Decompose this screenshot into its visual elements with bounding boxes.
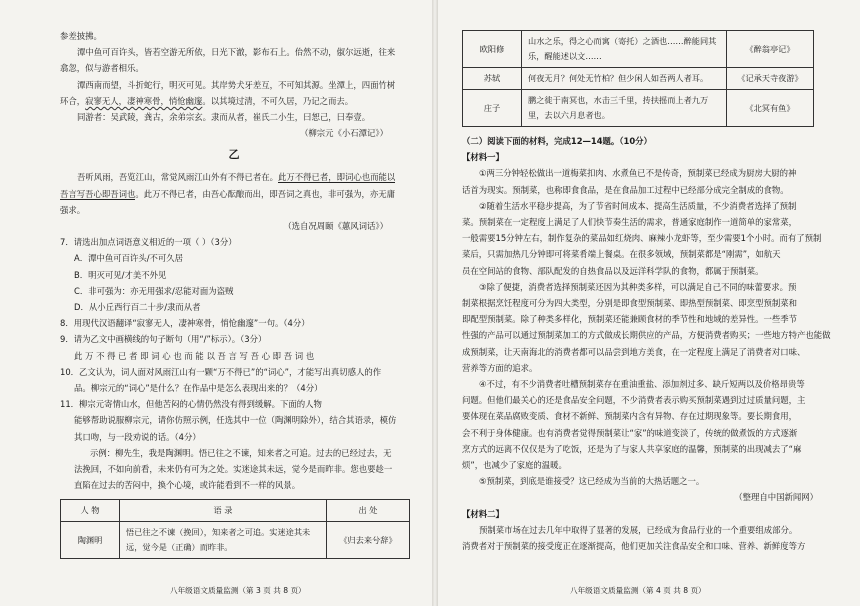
text-span: 。以其境过清，不可久居，乃记之而去。 <box>202 95 354 106</box>
underlined-sentence: 此万不得已者，即词心也而能以 <box>278 172 396 183</box>
m1-p5: ⑤预制菜，到底是谁接受？这已经成为当前的大热话题之一。 <box>479 476 705 487</box>
jia-para-2-line-2 <box>60 93 408 109</box>
section-heading: （二）阅读下面的材料，完成12—14题。（10分） <box>462 136 652 146</box>
m1-p2-line-5: 员在空间站的食物、部队配发的自热食品以及远洋科学队的食物，都属于预制菜。 <box>462 265 764 276</box>
cell-person: 苏轼 <box>463 68 522 90</box>
m1-p1-line-2: 话首为现实。预制菜，也称即食食品，是在食品加工过程中已经部分成完全制成的食物。 <box>462 184 789 195</box>
jia-source: （柳宗元《小石潭记》） <box>300 128 388 139</box>
header-source: 出 处 <box>327 500 410 522</box>
page-fold <box>432 0 438 606</box>
text-span: 环合， <box>60 95 86 106</box>
page-footer: 八年级语文质量监测（第 4 页 共 8 页） <box>570 586 706 595</box>
question-10-line-2: 品。柳宗元的“词心”是什么？在作品中是怎么表现出来的？（4分） <box>74 383 323 394</box>
example-line-1: 示例：柳先生，我是陶渊明。悟已往之不谏，知来者之可追。过去的已经过去，无 <box>90 447 392 458</box>
q9-sentence: 此 万 不 得 已 者 即 词 心 也 而 能 以 吾 言 写 吾 心 即 吾 词 也 <box>74 350 315 361</box>
m1-p4-line-1: ④不过，有不少消费者吐槽预制菜存在重油重盐、添加剂过多、缺斤短两以及价格昂贵等 <box>479 379 805 390</box>
question-11-line-3: 其口吻，与一段劝说的话。（4分） <box>74 431 201 442</box>
m1-p2-line-1: ②随着生活水平稳步提高，为了节省时间成本、提高生活质量，不少消费者选择了预制 <box>479 200 797 211</box>
question-11-line-1: 11．柳宗元寄情山水，但他苦闷的心情仍然没有得到缓解。下面的人物 <box>60 399 322 410</box>
underlined-phrase: 寂寥无人，凄神寒骨，悄怆幽邃 <box>85 95 203 106</box>
m1-p2-line-3: 一般需要15分钟左右，制作复杂的菜品如红烧肉、麻辣小龙虾等，至少需要1个小时。而有了预制 <box>462 233 822 244</box>
yi-line-3: 强求。 <box>60 204 86 215</box>
q7-option-b: B．明灭可见/才美不外见 <box>74 269 167 280</box>
jia-para-2-line-1: 潭西南而望，斗折蛇行，明灭可见。其岸势犬牙差互，不可知其源。坐潭上，四面竹树 <box>77 79 396 90</box>
question-8: 8．用现代汉语翻译“寂寥无人，凄神寒骨，悄怆幽邃”一句。（4分） <box>60 318 310 329</box>
jia-para-1-line-2: 翕忽，似与游者相乐。 <box>60 63 144 74</box>
question-9: 9．请为乙文中画横线的句子断句（用“/”标示）。（3分） <box>60 334 267 345</box>
m1-p4-line-5: 烹方式的远离不仅仅是为了吃饭，还是为了与家人共享家庭的温馨，预制菜的出现减去了“麻 <box>462 443 802 454</box>
header-quote: 语 录 <box>120 500 327 522</box>
table-header-row <box>61 500 410 522</box>
text-span: 。此万不得已者，由吾心酝酿而出，即吾词之真也，非可强为，亦无庸 <box>135 188 395 199</box>
header-person: 人 物 <box>61 500 120 522</box>
table-row <box>61 522 410 559</box>
yi-line-1 <box>60 169 408 185</box>
cell-quote: 山水之乐，得之心而寓（寄托）之酒也……醉能同其乐，醒能述以文…… <box>522 31 727 68</box>
page-footer: 八年级语文质量监测（第 3 页 共 8 页） <box>170 586 306 595</box>
yi-source: （选自况周颐《蕙风词话》） <box>283 221 388 232</box>
q7-option-d: D．从小丘西行百二十步/隶而从者 <box>74 302 201 313</box>
example-line-3: 直陷在过去的苦闷中，换个心境，或许能看到不一样的风景。 <box>74 480 301 491</box>
cell-person: 欧阳修 <box>463 31 522 68</box>
m1-p1-line-1: ①两三分钟轻松做出一道梅菜扣肉、水煮鱼已不是传奇，预制菜已经成为厨房大厨的神 <box>479 168 797 179</box>
cell-quote: 悟已往之不谏（挽回），知来者之可追。实迷途其未远，觉今是（正确）而昨非。 <box>120 522 327 559</box>
cell-person: 庄子 <box>463 90 522 127</box>
material-1-title: 【材料一】 <box>462 152 504 163</box>
table-row <box>463 68 814 90</box>
cell-source: 《北冥有鱼》 <box>727 90 814 127</box>
cell-quote: 鹏之徙于南冥也，水击三千里，抟扶摇而上者九万里，去以六月息者也。 <box>522 90 727 127</box>
yi-title: 乙 <box>228 148 240 162</box>
quote-table <box>60 499 410 559</box>
m1-p4-line-6: 烦”，也减少了家庭的温暖。 <box>462 460 567 471</box>
yi-line-2 <box>60 186 408 202</box>
m1-p3-line-5: 成预制菜，让天南海北的消费者都可以品尝到地方美食，在一定程度上满足了消费者对口味、 <box>462 346 806 357</box>
cell-source: 《归去来兮辞》 <box>327 522 410 559</box>
jia-para-1-line-1: 潭中鱼可百许头，皆若空游无所依，日光下澈，影布石上。佁然不动，俶尔远逝，往来 <box>77 47 396 58</box>
q7-option-a: A．潭中鱼可百许头/不可久居 <box>74 253 184 264</box>
m2-p1-line-1: 预制菜市场在过去几年中取得了显著的发展，已经成为食品行业的一个重要组成部分。 <box>479 524 798 535</box>
example-line-2: 法挽回，不如向前看，未来仍有可为之处。实迷途其未远，觉今是而昨非。您也要趁一 <box>74 464 393 475</box>
m1-p4-line-3: 要体现在菜品腐败变质、食材不新鲜、预制菜内含有异物、存在过期现象等。要长期食用， <box>462 411 797 422</box>
m1-p3-line-3: 即配型预制菜。除了种类多样化，预制菜还能兼顾食材的季节性和地域的差异性。一些季节 <box>462 314 797 325</box>
intro-line: 参差披拂。 <box>60 31 102 41</box>
m1-p2-line-2: 菜。预制菜在一定程度上满足了人们快节奏生活的需求，普通家庭制作一道简单的家常菜， <box>462 217 797 228</box>
table-row <box>463 31 814 68</box>
m1-p3-line-1: ③除了便捷，消费者选择预制菜还因为其种类多样，可以满足自己不同的味蕾要求。预 <box>479 281 797 292</box>
table-row <box>463 90 814 127</box>
material-2-title: 【材料二】 <box>462 508 504 519</box>
q7-option-c: C．非可强为：亦无用强求/忍能对面为盗贼 <box>74 285 234 296</box>
m1-source: （整理自中国新闻网） <box>734 492 818 503</box>
cell-source: 《醉翁亭记》 <box>727 31 814 68</box>
m1-p3-line-2: 制菜根据烹饪程度可分为四大类型，分别是即食型预制菜、即热型预制菜、即烹型预制菜和 <box>462 298 797 309</box>
question-7: 7．请选出加点词语意义相近的一项（ ）（3分） <box>60 237 237 248</box>
question-10-line-1: 10．乙文认为，词人面对风雨江山有一颗“万不得已”的“词心”，才能写出真切感人的作 <box>60 366 382 377</box>
quote-table-continued <box>462 30 814 127</box>
page-4 <box>440 0 860 606</box>
m1-p4-line-4: 会不利于身体健康。也有消费者觉得预制菜让“家”的味道变淡了，传统的做煮饭的方式逐渐 <box>462 427 798 438</box>
text-span: 吾听风雨，吾览江山，常觉风雨江山外有不得已者在。 <box>77 172 278 183</box>
m1-p2-line-4: 菜后，只需加热几分钟即可将菜肴端上餐桌。在很多领域，预制菜都是“刚需”，如航天 <box>462 249 781 260</box>
question-11-line-2: 能够帮助说服柳宗元，请你仿照示例，任选其中一位（陶渊明除外），结合其语录，模仿 <box>74 415 397 426</box>
underlined-sentence: 吾言写吾心即吾词也 <box>60 188 136 199</box>
m1-p3-line-4: 性强的产品可以通过预制菜加工的方式做成长期供应的产品，方便消费者购买；一些地方特产也能做 <box>462 330 831 341</box>
jia-para-3: 同游者：吴武陵，龚古，余弟宗玄。隶而从者，崔氏二小生，曰恕己，曰奉壹。 <box>77 112 371 123</box>
m1-p4-line-2: 问题。但他们最关心的还是食品安全问题，不少消费者表示购买预制菜遇到过过质量问题，主 <box>462 395 806 406</box>
m1-p3-line-6: 营养等方面的追求。 <box>462 362 538 373</box>
m2-p1-line-2: 消费者对于预制菜的接受度正在逐渐提高，他们更加关注食品安全和口味、营养、新鲜度等方 <box>462 541 806 552</box>
cell-person: 陶渊明 <box>61 522 120 559</box>
cell-quote: 何夜无月？何处无竹柏？但少闲人如吾两人者耳。 <box>522 68 727 90</box>
cell-source: 《记承天寺夜游》 <box>727 68 814 90</box>
